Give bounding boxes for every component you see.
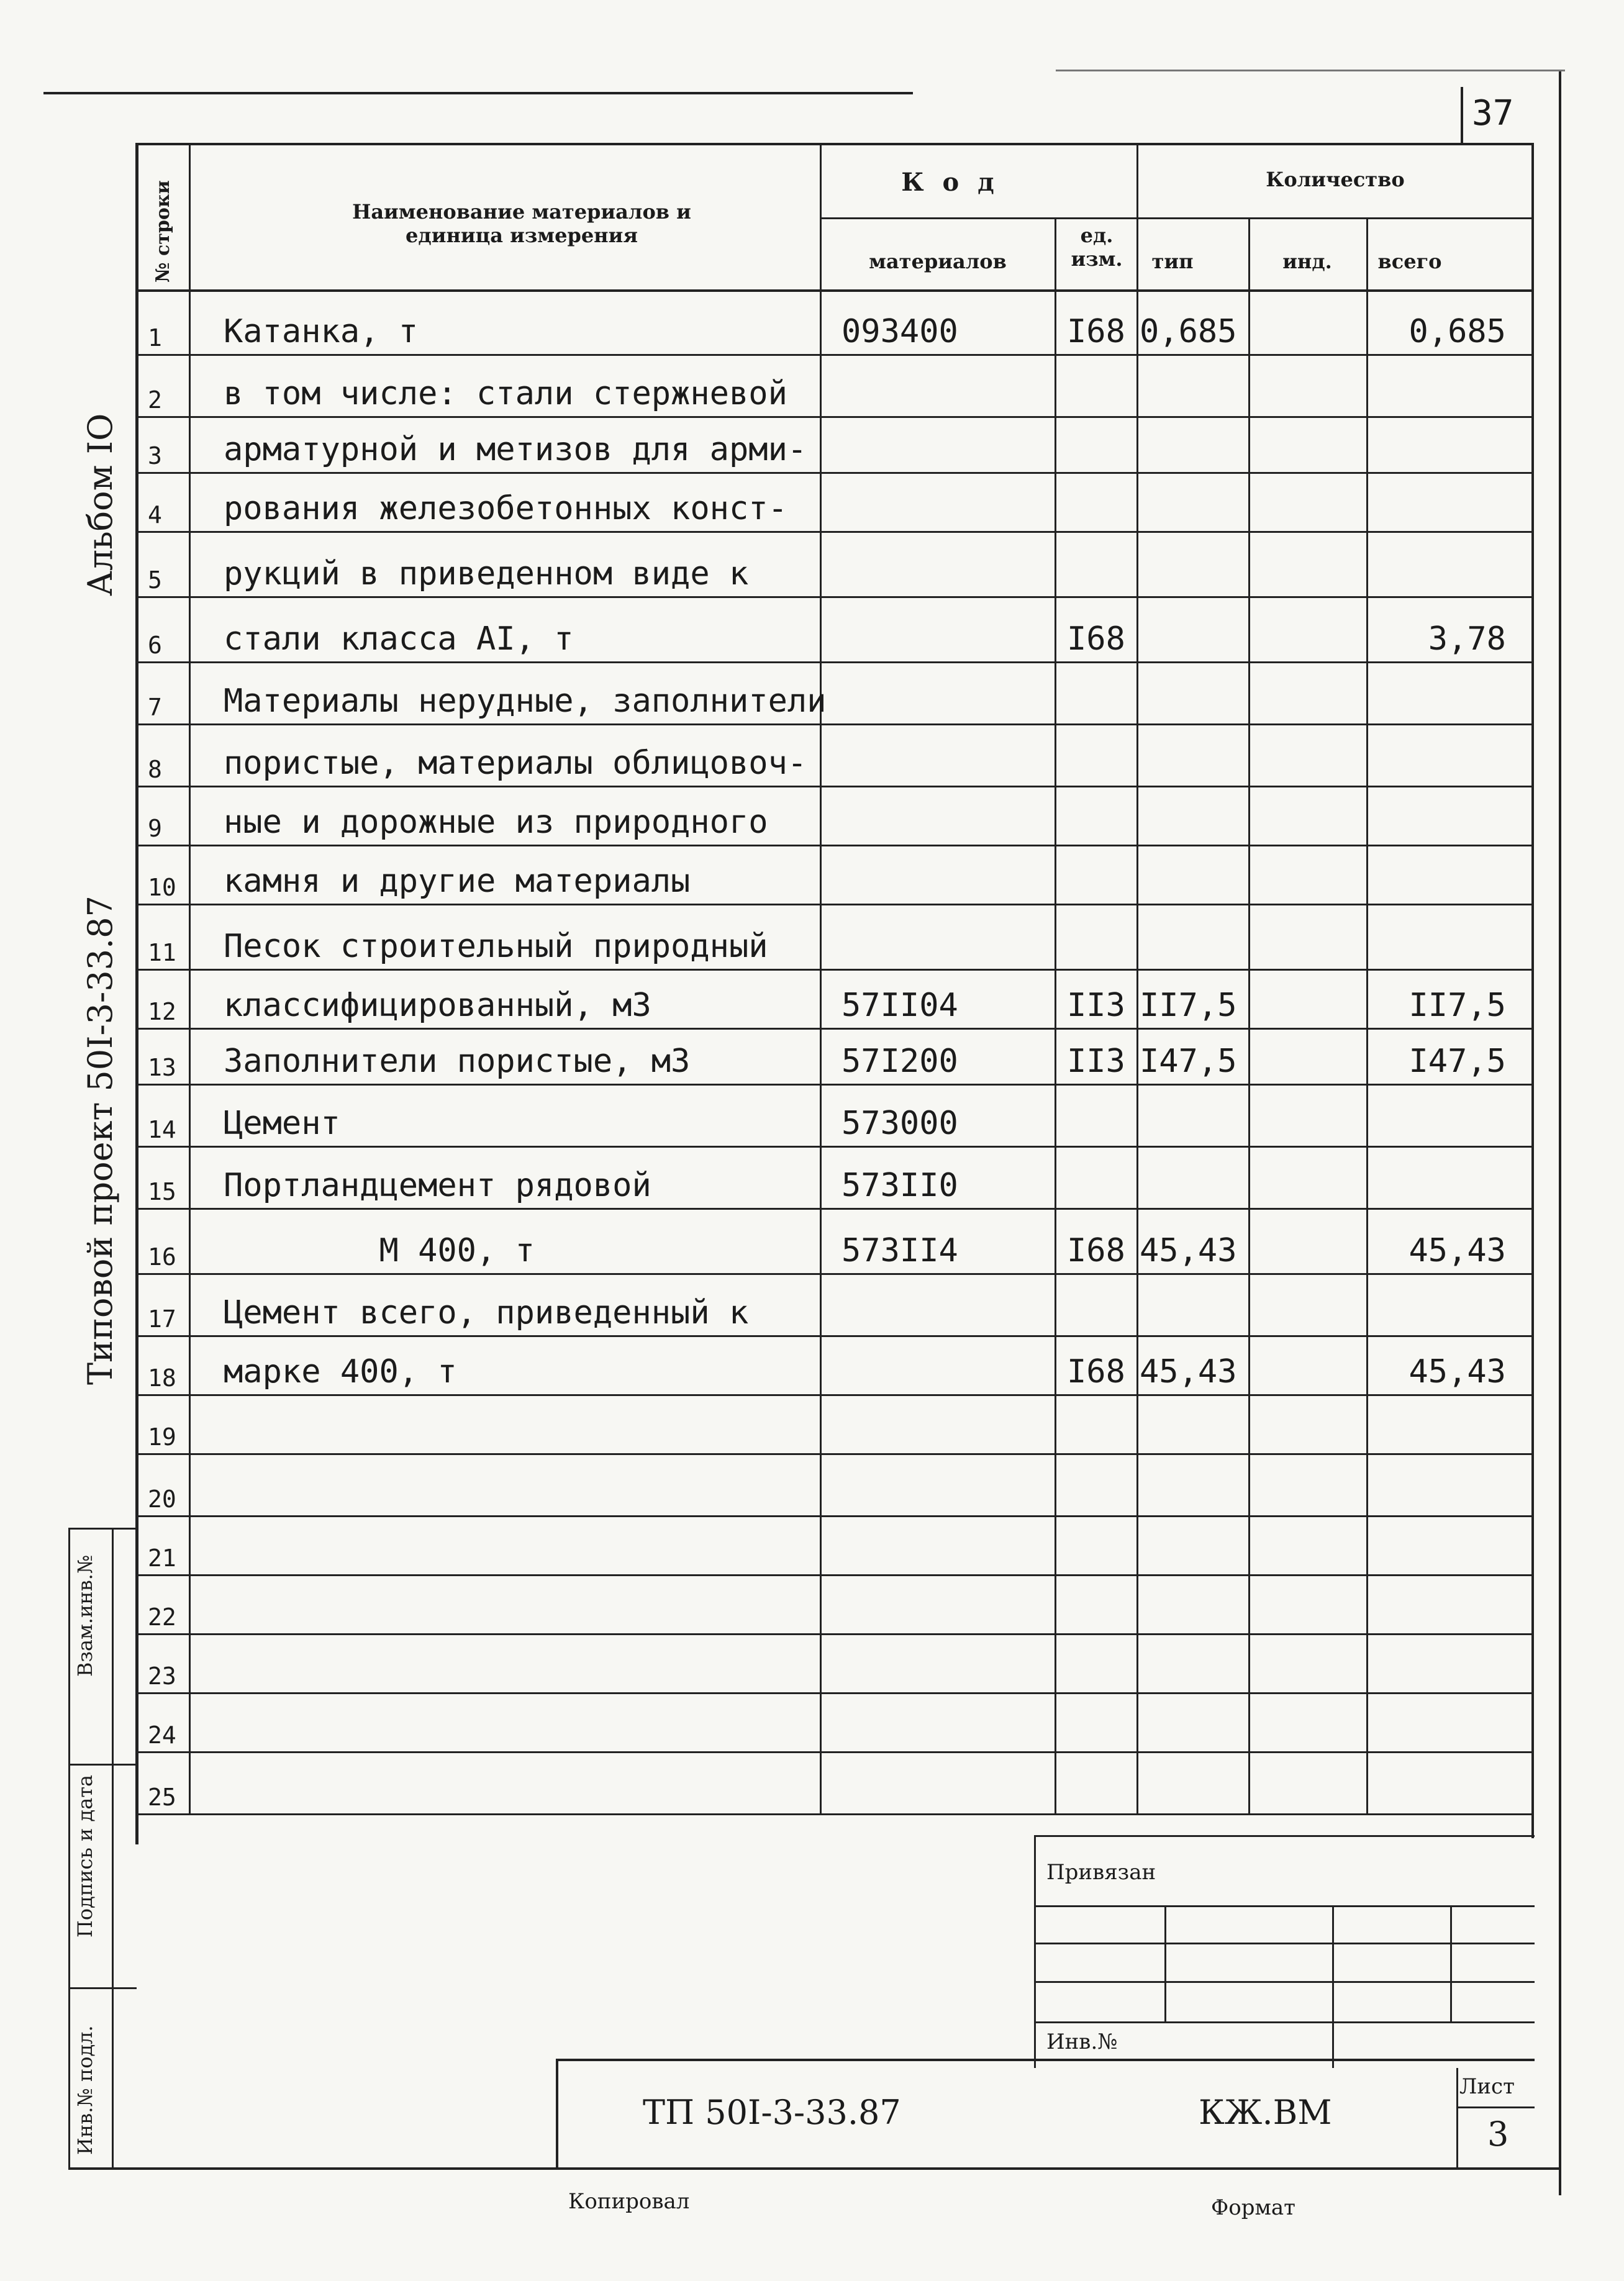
header-qty-typ: тип [1151, 250, 1194, 273]
header-code-material: материалов [869, 250, 1007, 273]
table-row [143, 1692, 1522, 1751]
page-number: 37 [1472, 93, 1514, 134]
row-qty-total: 3,78 [1428, 620, 1506, 658]
top-border-line [43, 92, 913, 94]
row-number: 12 [148, 998, 176, 1025]
stamp-line-2 [1034, 1943, 1535, 1944]
row-unit: I68 [1067, 1353, 1125, 1390]
stamp-sheet-label: Лист [1459, 2074, 1515, 2099]
row-number: 23 [148, 1662, 176, 1690]
row-number: 9 [148, 815, 162, 842]
margin-album: Альбом IO [81, 413, 120, 596]
stamp-mark: КЖ.ВМ [1199, 2093, 1332, 2132]
row-number: 8 [148, 756, 162, 783]
stamp-sheet-line [1456, 2106, 1535, 2108]
header-name: Наименование материалов и единица измерения [352, 200, 691, 247]
stamp-box-left [1034, 1835, 1036, 2068]
table-row [143, 1028, 1522, 1084]
row-number: 22 [148, 1603, 176, 1631]
stamp-col-line1 [68, 1528, 70, 2167]
footer-copied: Копировал [568, 2189, 690, 2214]
table-row [143, 845, 1522, 904]
table-row [143, 1574, 1522, 1633]
stamp-doc-code: ТП 50I-3-33.87 [643, 2093, 901, 2132]
row-name: арматурной и метизов для арми- [224, 431, 807, 468]
header-code-group: К о д [901, 168, 999, 197]
table-row [143, 596, 1522, 661]
row-code: 573II0 [841, 1167, 958, 1204]
row-code: 093400 [841, 313, 958, 350]
stamp-main-top [556, 2059, 1535, 2061]
table-row [143, 1146, 1522, 1208]
stamp-line-4 [1034, 2021, 1535, 2023]
stamp-main-left [556, 2059, 558, 2169]
row-name: в том числе: стали стержневой [224, 375, 787, 412]
header-qty-ind: инд. [1282, 250, 1332, 273]
row-separator [138, 1813, 1533, 1815]
row-name: пористые, материалы облицовоч- [224, 745, 807, 782]
table-row [143, 472, 1522, 531]
table-row [143, 1273, 1522, 1335]
stamp-vline-2 [1332, 1905, 1334, 2068]
stamp-col-h4 [68, 2167, 1559, 2170]
row-name: ные и дорожные из природного [224, 804, 768, 841]
header-row-no: № строки [152, 180, 174, 283]
row-number: 1 [148, 324, 162, 351]
row-name: Портландцемент рядовой [224, 1167, 651, 1204]
table-row [143, 1335, 1522, 1394]
page-num-box-left [1461, 87, 1463, 143]
row-qty-total: 0,685 [1409, 313, 1506, 350]
row-name: Заполнители пористые, м3 [224, 1043, 691, 1080]
stamp-privyazan: Привязан [1046, 1860, 1156, 1885]
row-name: Цемент всего, приведенный к [224, 1294, 749, 1331]
row-unit: I68 [1067, 1232, 1125, 1269]
row-qty-typ: 45,43 [1140, 1232, 1237, 1269]
table-row [143, 661, 1522, 723]
row-number: 5 [148, 566, 162, 594]
stamp-line-1 [1034, 1905, 1535, 1907]
margin-podpis: Подпись и дата [73, 1774, 97, 1938]
row-number: 21 [148, 1544, 176, 1572]
table-row [143, 1084, 1522, 1146]
row-name: камня и другие материалы [224, 863, 691, 900]
row-name: М 400, т [224, 1232, 535, 1269]
row-number: 16 [148, 1243, 176, 1271]
row-number: 7 [148, 694, 162, 721]
footer-format: Формат [1211, 2195, 1295, 2220]
table-row [143, 354, 1522, 416]
table-right-border [1531, 143, 1534, 1838]
table-row [143, 1515, 1522, 1574]
row-name: классифицированный, м3 [224, 987, 651, 1024]
table-left-border [135, 143, 138, 1844]
row-name: марке 400, т [224, 1353, 457, 1390]
row-qty-total: 45,43 [1409, 1353, 1506, 1390]
header-code-unit: ед. изм. [1071, 224, 1123, 271]
row-name: рования железобетонных конст- [224, 490, 787, 527]
table-row [143, 969, 1522, 1028]
table-row [143, 723, 1522, 786]
row-number: 25 [148, 1784, 176, 1811]
row-unit: II3 [1067, 987, 1125, 1024]
row-number: 3 [148, 442, 162, 469]
stamp-col-h3 [68, 1987, 137, 1989]
table-row [143, 291, 1522, 354]
stamp-sheet-left [1456, 2068, 1458, 2169]
row-unit: I68 [1067, 313, 1125, 350]
top-border-line-right [1056, 70, 1565, 71]
stamp-col-h1 [68, 1528, 137, 1530]
table-row [143, 904, 1522, 969]
row-number: 14 [148, 1116, 176, 1143]
stamp-box-top [1034, 1835, 1535, 1837]
row-qty-typ: 45,43 [1140, 1353, 1237, 1390]
header-mid-line [820, 217, 1533, 219]
row-qty-total: 45,43 [1409, 1232, 1506, 1269]
table-row [143, 416, 1522, 472]
table-row [143, 1208, 1522, 1273]
row-code: 57II04 [841, 987, 958, 1024]
row-name: стали класса AI, т [224, 620, 574, 658]
table-top-border [135, 143, 1533, 145]
row-unit: I68 [1067, 620, 1125, 658]
stamp-inv-no: Инв.№ [1046, 2029, 1118, 2054]
row-number: 20 [148, 1485, 176, 1513]
margin-inv-podl: Инв.№ подл. [73, 2025, 97, 2155]
table-row [143, 1453, 1522, 1515]
margin-vzam-inv: Взам.инв.№ [73, 1554, 97, 1677]
row-number: 13 [148, 1054, 176, 1081]
row-qty-total: I47,5 [1409, 1043, 1506, 1080]
stamp-line-3 [1034, 1981, 1535, 1983]
row-name: Цемент [224, 1105, 340, 1142]
stamp-col-h2 [68, 1764, 137, 1766]
row-number: 11 [148, 939, 176, 966]
table-row [143, 1751, 1522, 1813]
row-number: 15 [148, 1178, 176, 1205]
row-number: 6 [148, 632, 162, 659]
row-number: 24 [148, 1721, 176, 1749]
row-qty-total: II7,5 [1409, 987, 1506, 1024]
table-row [143, 1394, 1522, 1453]
row-number: 10 [148, 874, 176, 901]
margin-project: Типовой проект 50I-3-33.87 [81, 896, 120, 1385]
table-row [143, 1633, 1522, 1692]
row-number: 19 [148, 1423, 176, 1451]
stamp-vline-3 [1450, 1905, 1452, 2021]
stamp-sheet-no: 3 [1487, 2115, 1509, 2154]
row-qty-typ: II7,5 [1140, 987, 1237, 1024]
row-name: рукций в приведенном виде к [224, 555, 749, 592]
stamp-vline-1 [1164, 1905, 1166, 2021]
header-qty-total: всего [1377, 250, 1442, 273]
row-number: 17 [148, 1305, 176, 1333]
header-qty-group: Количество [1266, 168, 1405, 191]
row-code: 573II4 [841, 1232, 958, 1269]
row-name: Катанка, т [224, 313, 419, 350]
table-row [143, 531, 1522, 596]
row-name: Материалы нерудные, заполнители [224, 682, 827, 720]
row-number: 2 [148, 386, 162, 414]
row-code: 57I200 [841, 1043, 958, 1080]
right-frame [1559, 71, 1561, 2195]
row-qty-typ: 0,685 [1140, 313, 1237, 350]
row-name: Песок строительный природный [224, 928, 768, 965]
row-qty-typ: I47,5 [1140, 1043, 1237, 1080]
row-code: 573000 [841, 1105, 958, 1142]
stamp-col-line2 [112, 1528, 114, 2167]
row-number: 4 [148, 501, 162, 528]
row-number: 18 [148, 1364, 176, 1392]
table-row [143, 786, 1522, 845]
row-unit: II3 [1067, 1043, 1125, 1080]
